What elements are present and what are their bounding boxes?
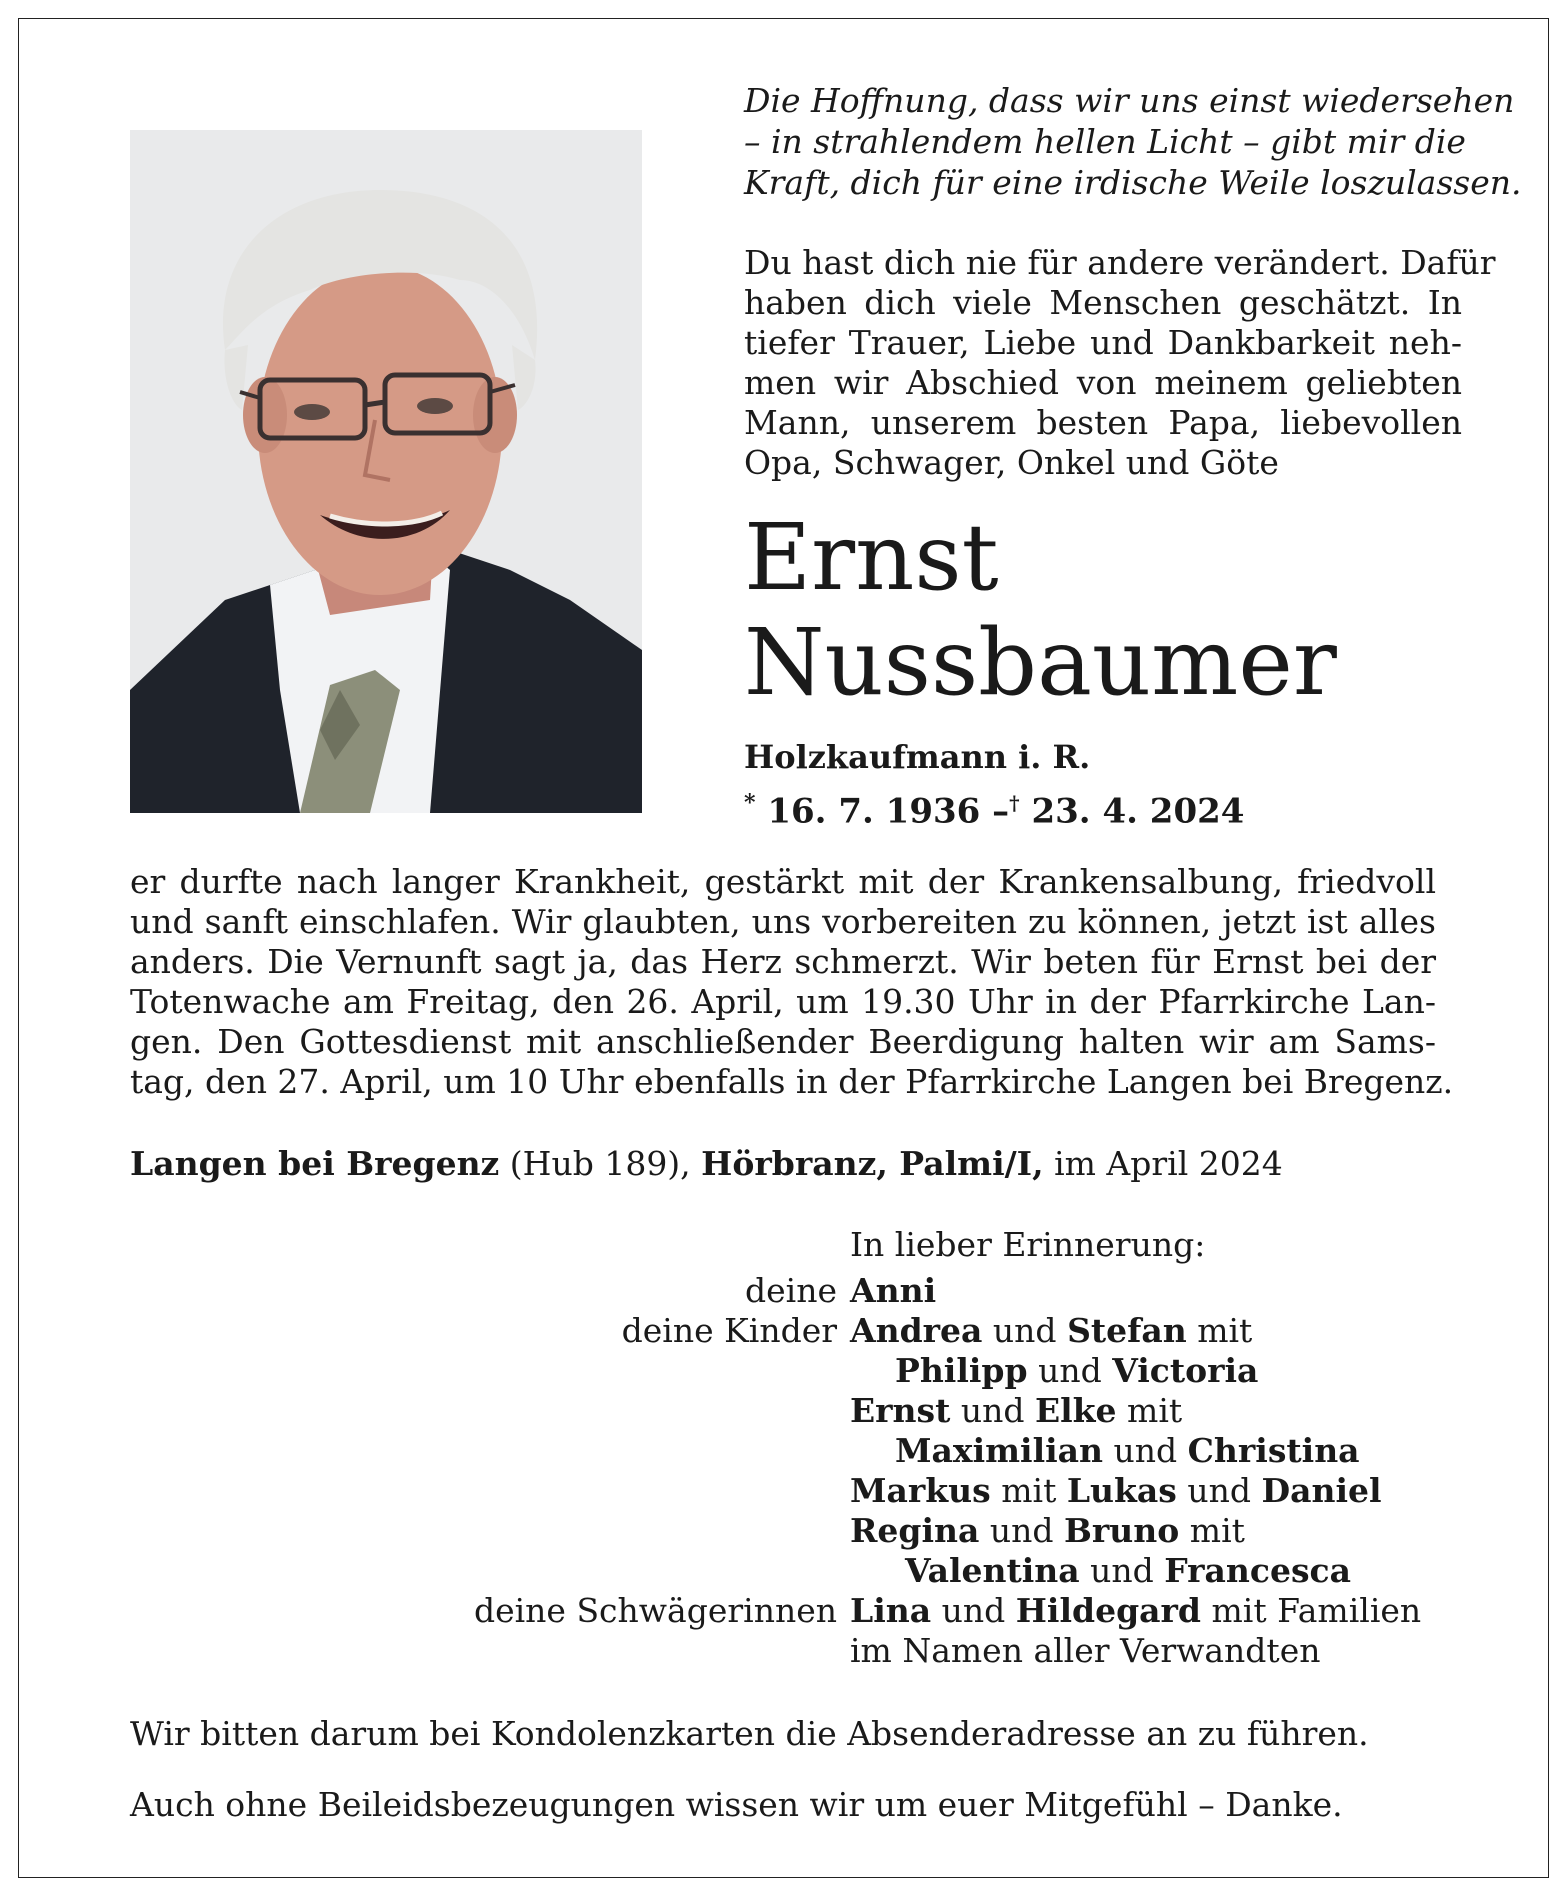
body-line: anders. Die Vernunft sagt ja, das Herz schmerzt. Wir beten für Ernst bei der	[130, 942, 1436, 981]
name: Anni	[850, 1271, 937, 1310]
family-names	[850, 1471, 1382, 1511]
family-row	[0, 1391, 1567, 1431]
death-mark: †	[1009, 791, 1020, 815]
connector: und	[1079, 1551, 1165, 1590]
name: Hildegard	[1015, 1591, 1201, 1630]
relatives-line: im Namen aller Verwandten	[850, 1631, 1321, 1670]
family-names	[895, 1351, 1258, 1391]
address: (Hub 189),	[499, 1144, 702, 1183]
family-row	[0, 1351, 1567, 1391]
family-names	[850, 1391, 1182, 1431]
connector: mit	[1116, 1391, 1183, 1430]
connector: mit	[1186, 1311, 1253, 1350]
birth-mark: *	[744, 790, 756, 816]
occupation: Holzkaufmann i. R.	[744, 738, 1091, 776]
intro-line: tiefer Trauer, Liebe und Dankbarkeit neh-	[744, 323, 1462, 362]
connector: mit	[1179, 1511, 1245, 1550]
connector: und	[1176, 1471, 1262, 1510]
name: Lina	[850, 1591, 932, 1630]
deceased-name	[744, 505, 1337, 715]
intro-line: men wir Abschied von meinem geliebten	[744, 363, 1462, 402]
first-name: Ernst	[744, 504, 999, 611]
family-row	[0, 1551, 1567, 1591]
name: Stefan	[1067, 1311, 1187, 1350]
family-row	[0, 1591, 1567, 1631]
family-label: deine Schwägerinnen	[473, 1591, 837, 1630]
intro-line: Opa, Schwager, Onkel und Göte	[744, 443, 1279, 482]
body-line: tag, den 27. April, um 10 Uhr ebenfalls in der Pfarrkirche Langen bei Bregenz.	[130, 1062, 1454, 1101]
life-dates	[744, 782, 1244, 832]
connector: mit	[990, 1471, 1067, 1510]
connector: und	[931, 1591, 1016, 1630]
name: Markus	[850, 1471, 991, 1510]
name: Victoria	[1112, 1351, 1259, 1390]
birth-date: 16. 7. 1936	[767, 791, 981, 832]
quote-line: Kraft, dich für eine irdische Weile loszulassen.	[744, 163, 1522, 202]
portrait-illustration	[130, 130, 642, 813]
family-row	[0, 1271, 1567, 1311]
name: Philipp	[895, 1351, 1028, 1390]
connector: mit Familien	[1201, 1591, 1422, 1630]
last-name: Nussbaumer	[744, 609, 1337, 716]
issue-date: im April 2024	[1043, 1144, 1283, 1183]
connector: und	[1103, 1431, 1188, 1470]
family-names	[850, 1311, 1252, 1351]
connector: und	[979, 1511, 1065, 1550]
quote	[744, 80, 1522, 203]
family-names	[850, 1591, 1421, 1631]
name: Regina	[850, 1511, 980, 1550]
name: Daniel	[1261, 1471, 1382, 1510]
name: Andrea	[850, 1311, 983, 1350]
body-paragraph	[130, 862, 1454, 1102]
name: Bruno	[1064, 1511, 1180, 1550]
family-names	[905, 1551, 1351, 1591]
death-date: 23. 4. 2024	[1031, 791, 1245, 832]
name: Christina	[1187, 1431, 1360, 1470]
family-row	[0, 1511, 1567, 1551]
family-names	[850, 1271, 936, 1311]
body-line: Totenwache am Freitag, den 26. April, um 19.30 Uhr in der Pfarrkirche Lan-	[130, 982, 1436, 1021]
intro-paragraph	[744, 243, 1496, 483]
closing-line: Wir bitten darum bei Kondolenzkarten die Absenderadresse an zu führen.	[130, 1714, 1369, 1753]
family-row	[0, 1471, 1567, 1511]
name: Maximilian	[895, 1431, 1104, 1470]
place-date-line	[130, 1143, 1283, 1185]
name: Lukas	[1066, 1471, 1177, 1510]
family-row	[0, 1431, 1567, 1471]
name: Ernst	[850, 1391, 951, 1430]
intro-line: Du hast dich nie für andere verändert. Dafür	[744, 243, 1496, 282]
name: Elke	[1034, 1391, 1117, 1430]
quote-line: – in strahlendem hellen Licht – gibt mir die	[744, 122, 1466, 161]
family-list	[0, 1271, 1567, 1671]
body-line: er durfte nach langer Krankheit, gestärkt mit der Krankensalbung, friedvoll	[130, 862, 1436, 901]
name: Valentina	[905, 1551, 1080, 1590]
body-line: gen. Den Gottesdienst mit anschließender Beerdigung halten wir am Sams-	[130, 1022, 1436, 1061]
memory-heading: In lieber Erinnerung:	[850, 1225, 1206, 1264]
place-primary: Langen bei Bregenz	[130, 1144, 500, 1183]
place-secondary: Hörbranz, Palmi/I,	[701, 1144, 1044, 1183]
family-row	[0, 1311, 1567, 1351]
family-row	[0, 1631, 1567, 1671]
name: Francesca	[1164, 1551, 1352, 1590]
connector: und	[982, 1311, 1068, 1350]
family-label: deine Kinder	[621, 1311, 837, 1350]
portrait-photo	[130, 130, 642, 813]
connector: und	[950, 1391, 1035, 1430]
family-label: deine	[745, 1271, 837, 1310]
quote-line: Die Hoffnung, dass wir uns einst wiedersehen	[744, 81, 1515, 120]
connector: und	[1027, 1351, 1113, 1390]
intro-line: haben dich viele Menschen geschätzt. In	[744, 283, 1462, 322]
family-names	[850, 1511, 1245, 1551]
family-names	[895, 1431, 1360, 1471]
closing-line: Auch ohne Beileidsbezeugungen wissen wir um euer Mitgefühl – Danke.	[130, 1785, 1343, 1824]
date-separator: –	[992, 791, 1010, 832]
body-line: und sanft einschlafen. Wir glaubten, uns vorbereiten zu können, jetzt ist alles	[130, 902, 1436, 941]
intro-line: Mann, unserem besten Papa, liebevollen	[744, 403, 1462, 442]
